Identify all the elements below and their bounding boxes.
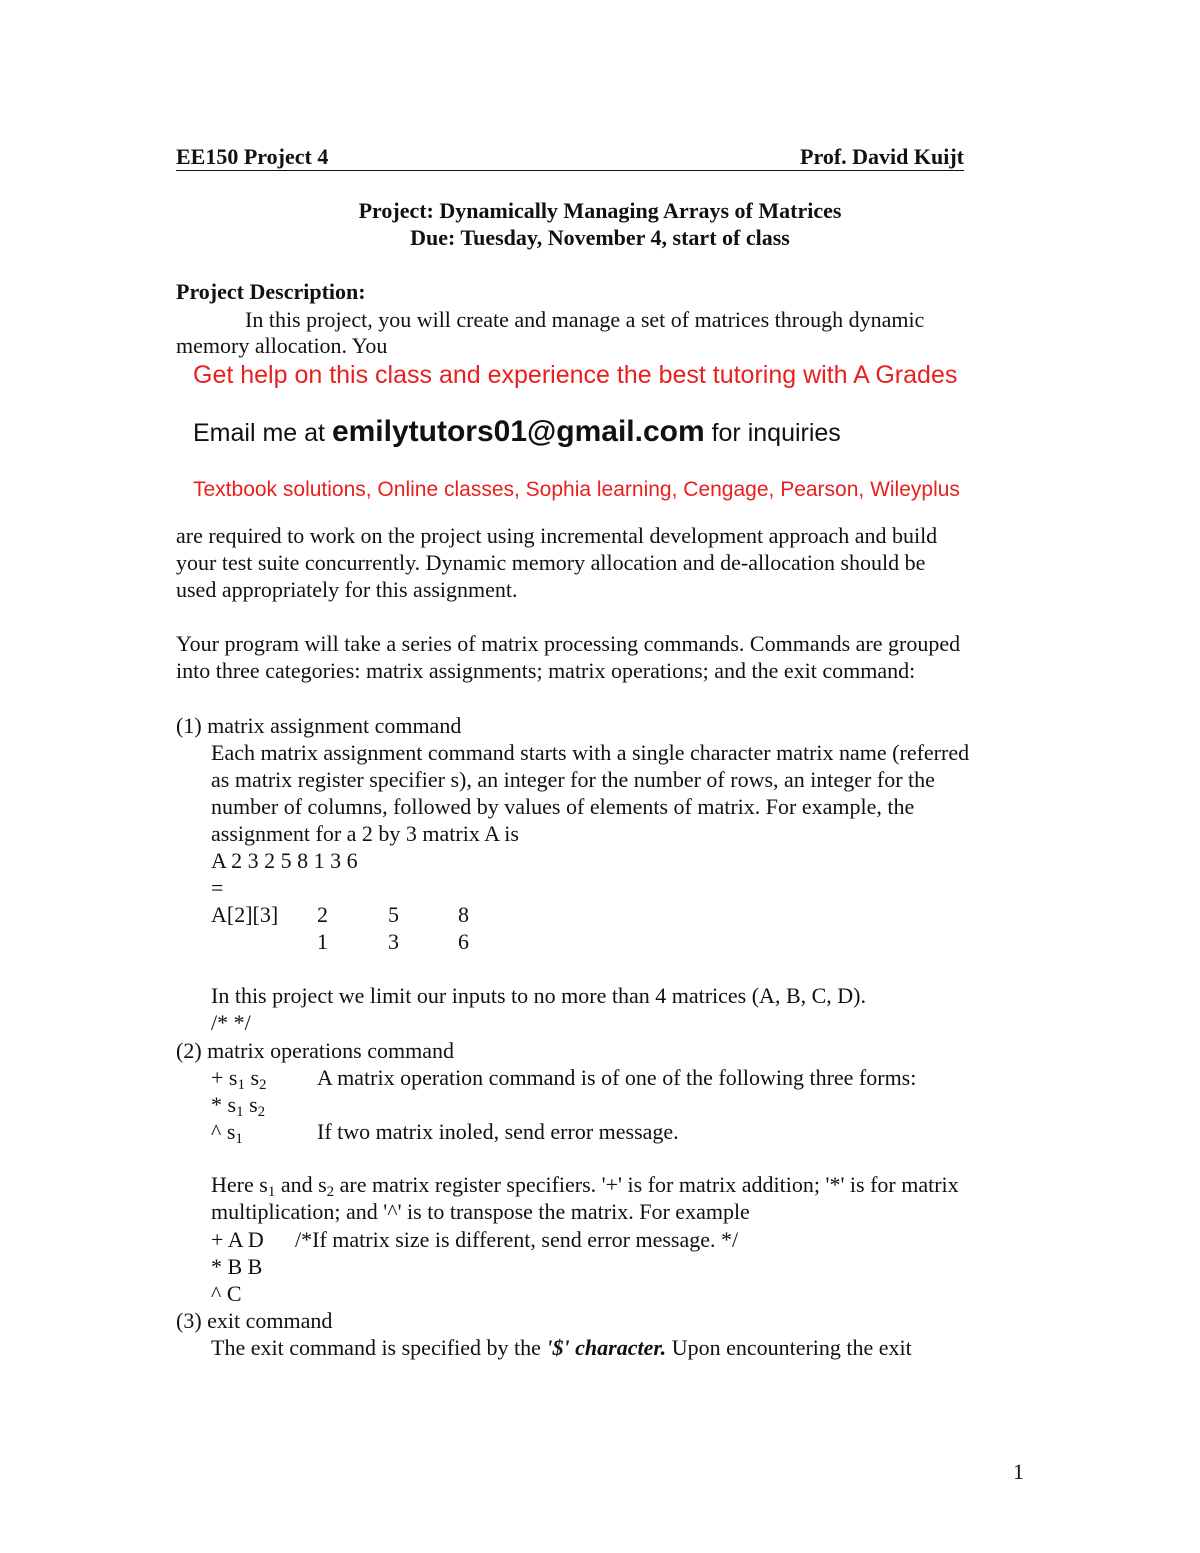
body-line: used appropriately for this assignment. (176, 577, 518, 602)
operation-form-add: + $s_1$ $s_2$ (211, 1065, 267, 1093)
body-line: are required to work on the project using incremental development approach and build (176, 523, 938, 548)
description-line: In this project, you will create and manage a set of matrices through dynamic (245, 307, 925, 332)
code-comment: /*If matrix size is different, send error message. */ (295, 1227, 739, 1252)
body-line: your test suite concurrently. Dynamic memory allocation and de-allocation should be (176, 550, 926, 575)
body-line: A matrix operation command is of one of the following three forms: (317, 1065, 917, 1090)
command-example: A 2 3 2 5 8 1 3 6 (211, 848, 358, 873)
project-title: Project: Dynamically Managing Arrays of Matrices (358, 198, 842, 223)
body-line: into three categories: matrix assignments; matrix operations; and the exit command: (176, 658, 916, 683)
operation-form-transpose: ^ $s_1$ (211, 1119, 243, 1147)
code-comment: /* */ (211, 1010, 251, 1035)
body-line: Each matrix assignment command starts with a single character matrix name (referred (211, 740, 970, 765)
page-number: 1 (1013, 1459, 1024, 1484)
matrix-cell: 8 (458, 902, 469, 927)
body-line: multiplication; and '^' is to transpose the matrix. For example (211, 1199, 750, 1224)
body-line: number of columns, followed by values of elements of matrix. For example, the (211, 794, 915, 819)
equals-sign: = (211, 875, 224, 900)
ad-email-link[interactable]: emilytutors01@gmail.com (331, 415, 705, 448)
body-line: as matrix register specifier s), an integer for the number of rows, an integer for the (211, 767, 935, 792)
command-example: + A D (211, 1227, 264, 1252)
ad-banner-headline: Get help on this class and experience the best tutoring with A Grades (193, 361, 958, 389)
body-line: Your program will take a series of matrix processing commands. Commands are grouped (176, 631, 961, 656)
course-title: EE150 Project 4 (176, 144, 329, 169)
ad-banner-email-line (193, 415, 841, 448)
section-heading: (2) matrix operations command (176, 1038, 454, 1063)
command-example: ^ C (211, 1281, 242, 1306)
matrix-cell: 1 (317, 929, 328, 954)
ad-email-prefix: Email me at (193, 419, 332, 447)
matrix-label: A[2][3] (211, 902, 279, 927)
matrix-cell: 5 (388, 902, 399, 927)
command-example: * B B (211, 1254, 263, 1279)
matrix-cell: 6 (458, 929, 469, 954)
description-line: memory allocation. You (176, 333, 388, 358)
ad-banner-services: Textbook solutions, Online classes, Sophia learning, Cengage, Pearson, Wileyplus (193, 478, 960, 501)
body-line: The exit command is specified by the '$' character. Upon encountering the exit (211, 1335, 912, 1360)
body-line: In this project we limit our inputs to no more than 4 matrices (A, B, C, D). (211, 983, 867, 1008)
due-date: Due: Tuesday, November 4, start of class (410, 225, 790, 250)
body-line: Here $s_1$ and $s_2$ are matrix register specifiers. '+' is for matrix addition; '*' is for matrix (211, 1172, 959, 1200)
operation-form-multiply: * $s_1$ $s_2$ (211, 1092, 266, 1120)
matrix-cell: 2 (317, 902, 328, 927)
professor-name: Prof. David Kuijt (800, 144, 964, 169)
body-line: If two matrix inoled, send error message. (317, 1119, 679, 1144)
section-heading: (3) exit command (176, 1308, 333, 1333)
ad-email-suffix: for inquiries (704, 419, 841, 447)
description-heading: Project Description: (176, 279, 366, 304)
body-line: assignment for a 2 by 3 matrix A is (211, 821, 519, 846)
matrix-cell: 3 (388, 929, 399, 954)
section-heading: (1) matrix assignment command (176, 713, 462, 738)
